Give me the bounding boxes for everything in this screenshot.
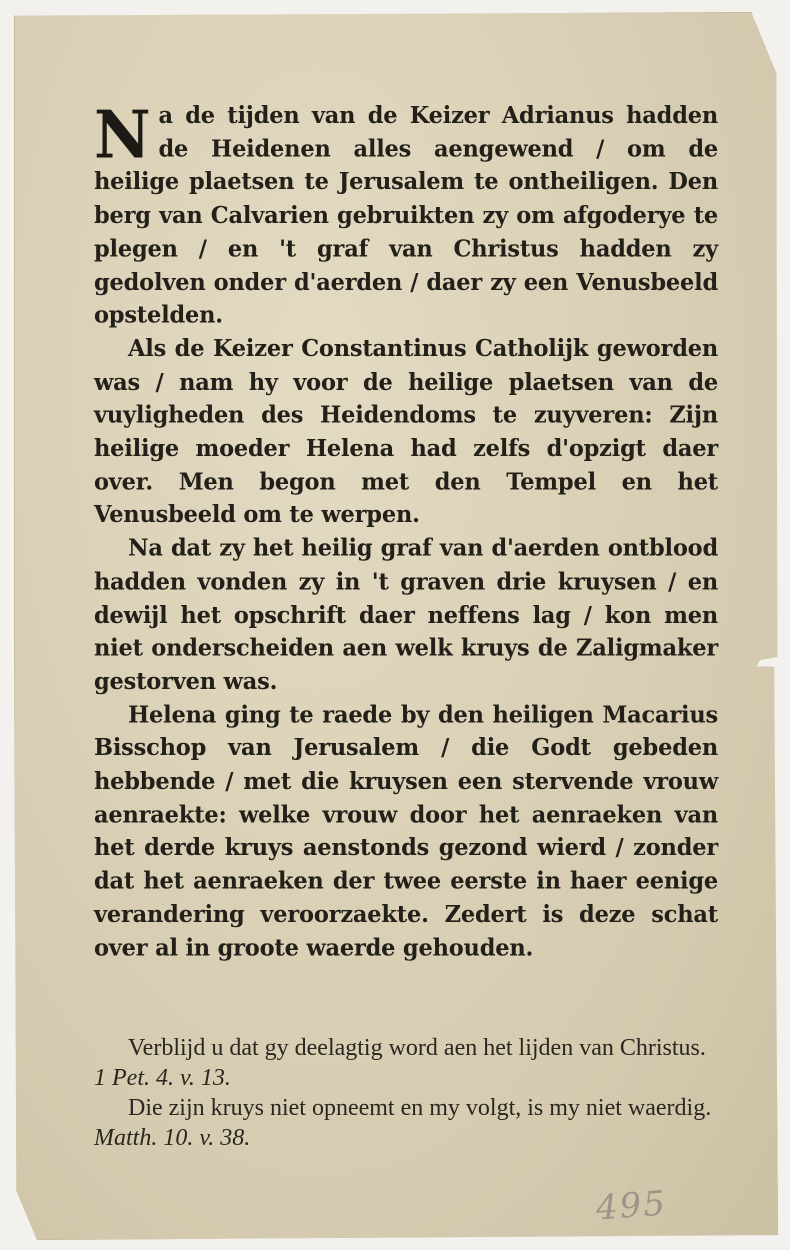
drop-cap: N — [94, 96, 151, 174]
paragraph-1 — [94, 96, 718, 333]
quote-1-text: Verblijd u dat gy deelagtig word aen het lijden van Christus. — [128, 1035, 706, 1061]
paragraph-3: Na dat zy het heilig graf van d'aerden ontblood hadden vonden zy in 't graven drie kruysen / en dewijl het opschrift daer neffens lag / kon men niet onderscheiden aen welk kruys de Zaligmaker gestorven was. — [94, 534, 718, 696]
paragraph-1-text: a de tijden van de Keizer Adrianus hadden de Heidenen alles aengewend / om de heilige plaetsen te Jerusalem te ontheiligen. Den berg van Calvarien gebruikten zy om afgoderye te plegen / en 't graf van Christus hadden zy gedolven onder d'aerden / daer zy een Venusbeeld opstelden. — [94, 102, 718, 330]
quote-2-text: Die zijn kruys niet opneemt en my volgt, is my niet waerdig. — [128, 1095, 712, 1121]
paragraph-4: Helena ging te raede by den heiligen Macarius Bisschop van Jerusalem / die Godt gebeden hebbende / met die kruysen een stervende vrouw aenraekte: welke vrouw door het aenraeken van het derde kruys aenstonds gezond wierd / zonder dat het aenraeken der twee eerste in haer eenige verandering veroorzaekte. Zedert is deze schat over al in groote waerde gehouden. — [94, 701, 718, 962]
quote-2-reference: Matth. 10. v. 38. — [94, 1125, 251, 1151]
quote-1-reference: 1 Pet. 4. v. 13. — [94, 1065, 231, 1091]
quote-2 — [94, 1093, 718, 1153]
paragraph-2: Als de Keizer Constantinus Catholijk geworden was / nam hy voor de heilige plaetsen van de vuyligheden des Heidendoms te zuyveren: Zijn heilige moeder Helena had zelfs d'opzigt daer over. Men begon met den Tempel en het Venusbeeld om te werpen. — [94, 335, 718, 529]
main-text — [94, 96, 718, 965]
scripture-quotes — [94, 1033, 718, 1153]
handwritten-number: 495 — [594, 1183, 669, 1229]
quote-1 — [94, 1033, 718, 1093]
